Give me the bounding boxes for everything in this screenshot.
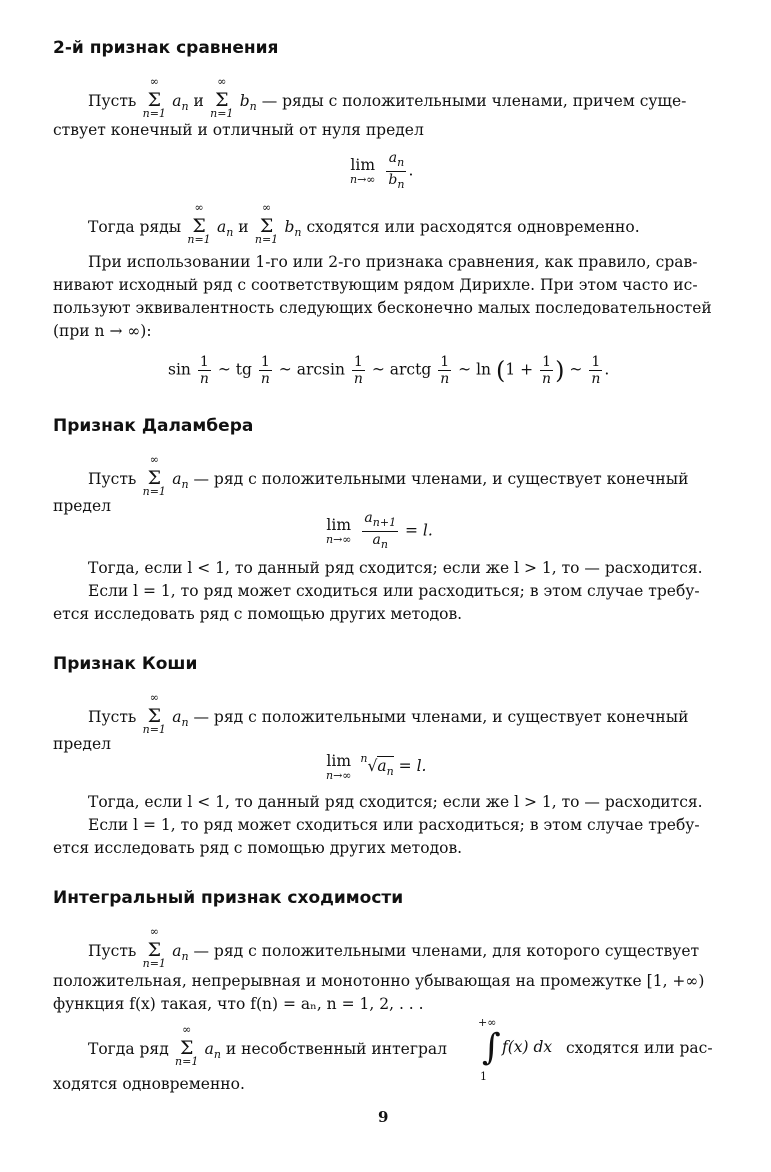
s2-paragraph-line-1: Пусть ∞ Σ n=1 $a_n$ — ряд с положительными членами, и существует конечный (88, 453, 689, 498)
s3-then-line-2: Если l = 1, то ряд может сходиться или расходиться; в этом случае требу- (88, 816, 700, 834)
section-heading-comparison-2: 2-й признак сравнения (53, 38, 279, 58)
s4-then-line: Тогда ряд ∞ Σ n=1 $a_n$ и несобственный интеграл (88, 1023, 447, 1068)
s1-limit-formula: lim n→∞ $\frac{a_n}{b_n}$ . (350, 150, 414, 191)
s1-p2-line-4: (при n → ∞): (53, 322, 152, 340)
page-number: 9 (378, 1108, 389, 1126)
s2-then-line-1: Тогда, если l < 1, то данный ряд сходится; если же l > 1, то — расходится. (88, 559, 703, 577)
sum-sign: ∞ Σ n=1 (187, 201, 211, 246)
integral-upper-limit: +∞ (478, 1016, 497, 1029)
s1-p2-line-1: При использовании 1-го или 2-го признака сравнения, как правило, срав- (88, 253, 698, 271)
s4-paragraph-line-3: функция f(x) такая, что f(n) = aₙ, n = 1, 2, . . . (53, 995, 424, 1013)
s4-then-line-end: сходятся или рас- (566, 1039, 713, 1057)
s2-then-line-3: ется исследовать ряд с помощью других методов. (53, 605, 463, 623)
s3-then-line-3: ется исследовать ряд с помощью других методов. (53, 839, 463, 857)
s3-limit-formula: lim n→∞ $^n√a_n = l$. (326, 752, 427, 782)
s1-p2-line-3: пользуют эквивалентность следующих бесконечно малых последовательностей (53, 299, 712, 317)
sum-sign: ∞ Σ n=1 (142, 691, 166, 736)
sum-sign: ∞ Σ n=1 (142, 925, 166, 970)
section-heading-cauchy: Признак Коши (53, 654, 198, 674)
s1-equivalence-formula: sin $\frac{1}{n}$ ~ tg $\frac{1}{n}$ ~ arcsin $\frac{1}{n}$ ~ arctg $\frac{1}{n}$ ~ ln (1 + $\frac{1}{n}$ ) ~ $\frac{1}{n}$ . (168, 354, 610, 387)
sum-sign: ∞ Σ n=1 (175, 1023, 199, 1068)
section-heading-dalembert: Признак Даламбера (53, 416, 254, 436)
sum-sign: ∞ Σ n=1 (254, 201, 279, 246)
s3-paragraph-line-1: Пусть ∞ Σ n=1 $a_n$ — ряд с положительными членами, и существует конечный (88, 691, 689, 736)
s4-paragraph-line-2: положительная, непрерывная и монотонно убывающая на промежутке [1, +∞) (53, 972, 705, 990)
s4-then-line-last: ходятся одновременно. (53, 1075, 245, 1093)
s3-paragraph-line-2: предел (53, 735, 111, 753)
sum-sign: ∞ Σ n=1 (210, 75, 234, 120)
sum-sign: ∞ Σ n=1 (142, 75, 166, 120)
integrand: f(x) dx (502, 1038, 553, 1056)
s1-paragraph-line-1: Пусть ∞ Σ n=1 $a_n$ и ∞ Σ n=1 $b_n$ — ряды с положительными членами, причем суще- (88, 75, 687, 120)
s2-limit-formula: lim n→∞ $\frac{a_{n+1}}{a_n}$ = l. (326, 510, 433, 551)
integral-lower-limit: 1 (480, 1070, 487, 1083)
sum-sign: ∞ Σ n=1 (142, 453, 166, 498)
s2-paragraph-line-2: предел (53, 497, 111, 515)
s1-then-line: Тогда ряды ∞ Σ n=1 $a_n$ и ∞ Σ n=1 $b_n$ сходятся или расходятся одновременно. (88, 201, 640, 246)
s4-paragraph-line-1: Пусть ∞ Σ n=1 $a_n$ — ряд с положительными членами, для которого существует (88, 925, 700, 970)
s1-paragraph-line-2: ствует конечный и отличный от нуля предел (53, 121, 424, 139)
section-heading-integral-test: Интегральный признак сходимости (53, 888, 404, 908)
s2-then-line-2: Если l = 1, то ряд может сходиться или расходиться; в этом случае требу- (88, 582, 700, 600)
integral-sign: ∫ (482, 1027, 501, 1068)
s1-p2-line-2: нивают исходный ряд с соответствующим рядом Дирихле. При этом часто ис- (53, 276, 698, 294)
s3-then-line-1: Тогда, если l < 1, то данный ряд сходится; если же l > 1, то — расходится. (88, 793, 703, 811)
